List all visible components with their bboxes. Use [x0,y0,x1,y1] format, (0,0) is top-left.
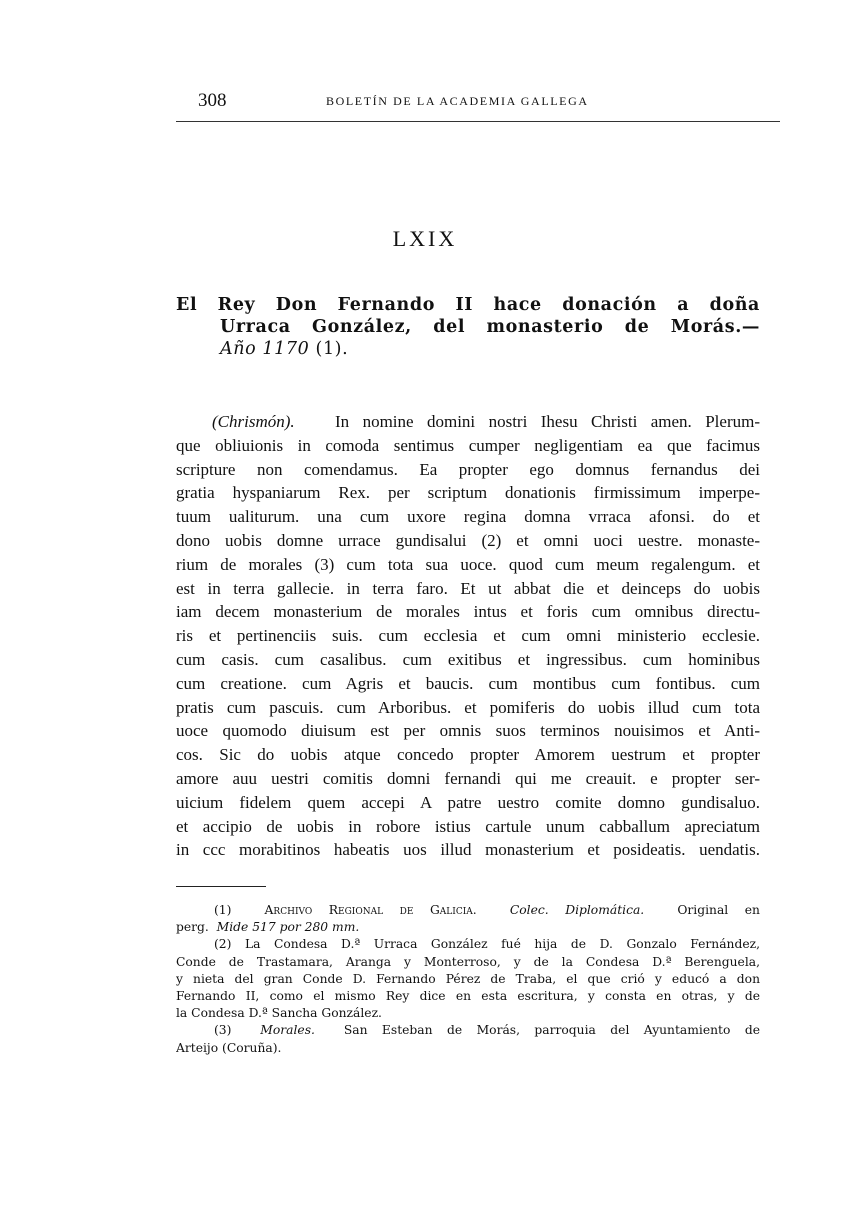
footnote-2: (2) La Condesa D.ª Urraca González fué hija de D. Gonzalo Fernández, [214,937,760,952]
footnote-3-cont: Arteijo (Coruña). [176,1040,282,1055]
text-line: in ccc morabitinos habeatis uos illud monasterium et posideatis. uendatis. [176,840,760,860]
footnote-2-cont: Conde de Trastamara, Aranga y Monterroso, y de la Condesa D.ª Berenguela, [176,954,760,969]
text-line: que obliuionis in comoda sentimus cumper negligentiam ea que facimus [176,435,760,455]
text-line: dono uobis domne urrace gundisalui (2) et omni uoci uestre. monaste- [176,530,760,550]
text-line: gratia hyspaniarum Rex. per scriptum donationis firmissimum imperpe- [176,483,760,503]
charter-text [176,410,760,862]
text-line: cum casis. cum casalibus. cum exitibus et ingressibus. cum hominibus [176,649,760,669]
text-line: ris et pertinenciis suis. cum ecclesia et cum omni ministerio ecclesie. [176,626,760,646]
text-line: et accipio de uobis in robore istius cartule unum cabballum apreciatum [176,816,760,836]
text-line: scripture non comendamus. Ea propter ego domnus fernandus dei [176,459,760,479]
text-line: iam decem monasterium de morales intus et foris cum omnibus directu- [176,602,760,622]
title-line: Urraca González, del monasterio de Morás.— [220,317,760,337]
text-line: uicium fidelem quem accepi A patre uestro comite domno gundisaluo. [176,792,760,812]
text-line: tuum ualiturum. una cum uxore regina domna vrraca afonsi. do et [176,507,760,527]
title-year-line [176,338,760,360]
page-header [176,90,780,112]
document-title [176,294,760,360]
footnote-1: (1) Archivo Regional de Galicia. Colec. Diplomática. Original en [214,903,760,917]
footnotes [176,902,760,1057]
text-line: uoce quomodo diuisum est per omnis suos terminos nouisimos et Anti- [176,721,760,741]
title-line: El Rey Don Fernando II hace donación a doña [176,295,760,315]
footnote-2-cont: la Condesa D.ª Sancha González. [176,1006,382,1021]
footnote-1-cont: perg. Mide 517 por 280 mm. [176,920,360,935]
header-rule [176,121,780,122]
page-number: 308 [198,90,227,111]
footnote-2-cont: Fernando II, como el mismo Rey dice en esta escritura, y consta en otras, y de [176,989,760,1004]
text-line: amore auu uestri comitis domni fernandi qui me creauit. e propter ser- [176,768,760,788]
text-line: (Chrismón). In nomine domini nostri Ihesu Christi amen. Plerum- [212,412,760,431]
text-line: est in terra gallecie. in terra faro. Et ut abbat die et deinceps do uobis [176,578,760,598]
archive-name: Archivo Regional de Galicia. [264,903,477,917]
footnote-3: (3) Morales. San Esteban de Morás, parroquia del Ayuntamiento de [214,1023,760,1038]
text-line: rium de morales (3) cum tota sua uoce. quod cum meum regalengum. et [176,554,760,574]
footnote-2-cont: y nieta del gran Conde D. Fernando Pérez de Traba, el que crió y educó a don [176,971,760,986]
text-line: cos. Sic do uobis atque concedo propter Amorem uestrum et propter [176,745,760,765]
footnote-rule [176,886,266,887]
running-head: BOLETÍN DE LA ACADEMIA GALLEGA [326,94,589,108]
title-year: Año 1170 [220,339,310,359]
collection-name: Colec. Diplomática. [509,903,645,917]
footnote-ref: (1). [315,339,349,359]
chapter-number: LXIX [392,226,458,251]
chrismon-label: (Chrismón). [212,412,295,431]
text-line: cum creatione. cum Agris et baucis. cum montibus cum fontibus. cum [176,673,760,693]
text-line: pratis cum pascuis. cum Arboribus. et pomiferis do uobis illud cum tota [176,697,760,717]
